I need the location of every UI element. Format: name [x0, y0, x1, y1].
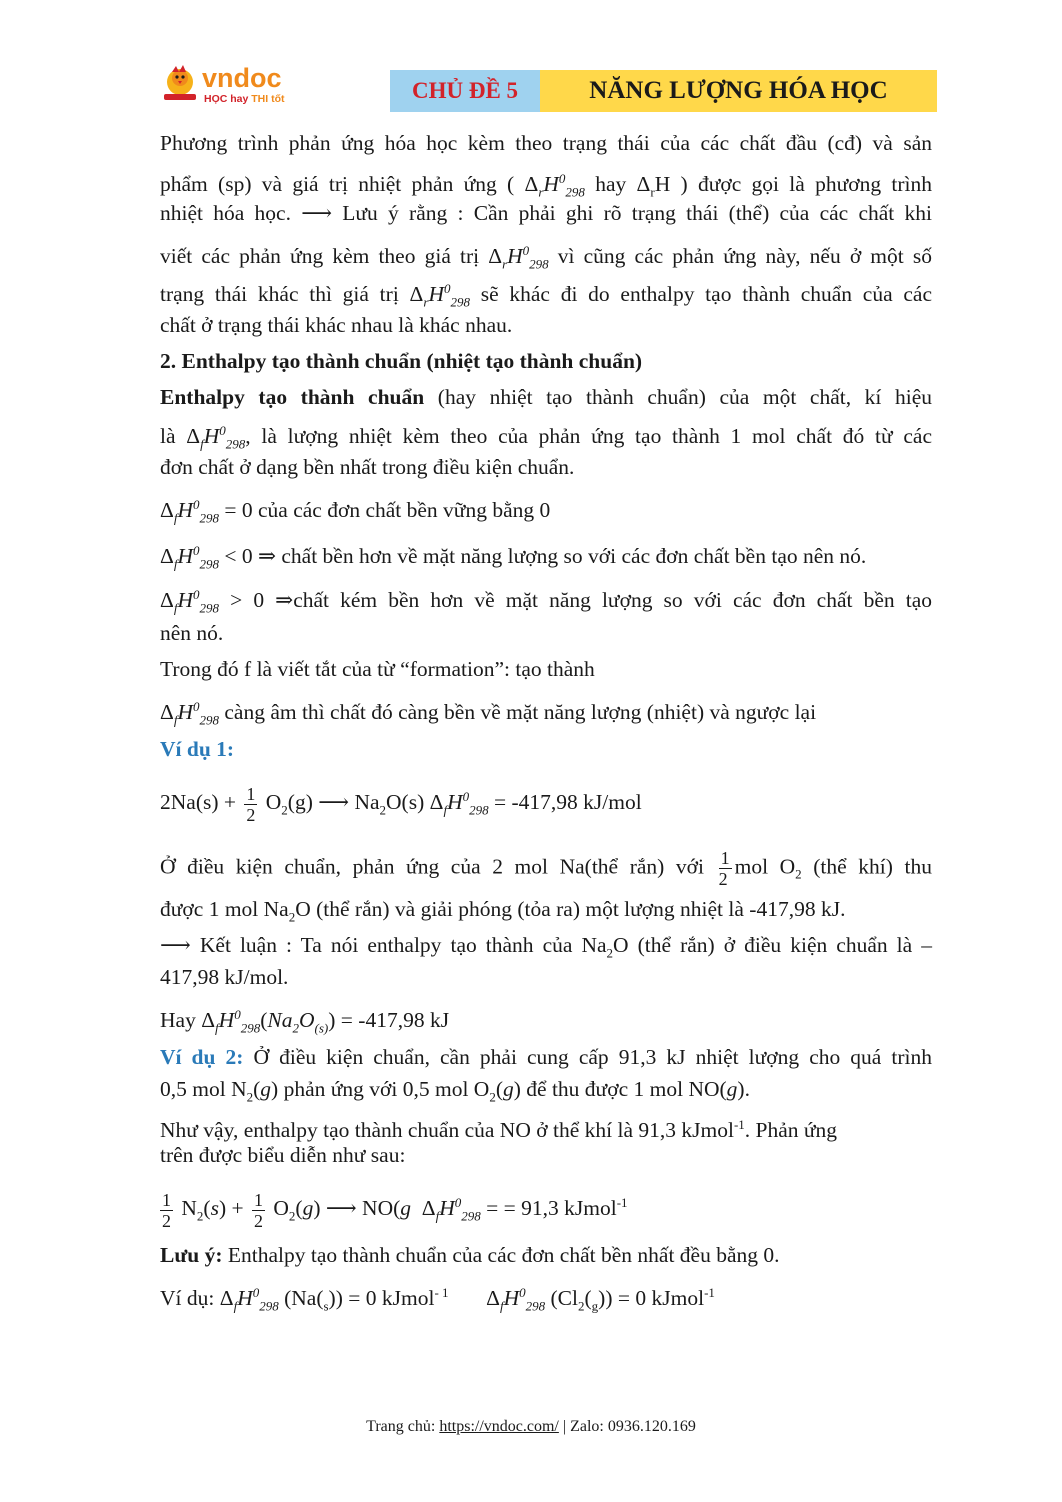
- topic-title: NĂNG LƯỢNG HÓA HỌC: [540, 70, 937, 112]
- paragraph-line: Phương trình phản ứng hóa học kèm theo trạng thái của các chất đầu (cđ) và sản: [160, 131, 932, 155]
- rule-line: $\Delta_fH^0_{298} > 0$ ⇒chất kém bền hơn về mặt năng lượng so với các đơn chất bền tạo: [160, 587, 932, 616]
- paragraph-line: nhiệt hóa học. ⟶ Lưu ý rằng : Cần phải ghi rõ trạng thái (thể) của các chất khi: [160, 201, 932, 225]
- paragraph-line: Ở điều kiện chuẩn, phản ứng của 2 mol Na(thể rắn) với $\frac{1}{2}$ mol $O_2$ (thể khí) thu: [160, 848, 932, 889]
- paragraph-line: Ví dụ 2: Ở điều kiện chuẩn, cần phải cung cấp 91,3 kJ nhiệt lượng cho quá trình: [160, 1045, 933, 1069]
- homepage-link[interactable]: https://vndoc.com/: [439, 1418, 559, 1435]
- paragraph-line: 0,5 mol $N_2(g)$ phản ứng với 0,5 mol $O_2(g)$ để thu được 1 mol NO(g).: [160, 1077, 750, 1105]
- equation: 2Na(s) + $\frac{1}{2}$ $O_2(g)$ ⟶ $Na_2O(s) \Delta_fH^0_{298} = -417,98$ kJ/mol: [160, 783, 642, 825]
- note-line: Lưu ý: Enthalpy tạo thành chuẩn của các đơn chất bền nhất đều bằng 0.: [160, 1243, 780, 1267]
- paragraph-line: được 1 mol $Na_2O$ (thể rắn) và giải phóng (tỏa ra) một lượng nhiệt là -417,98 kJ.: [160, 897, 846, 925]
- paragraph-line: phẩm (sp) và giá trị nhiệt phản ứng ( $\Delta_rH^0_{298}$ hay $\Delta_rH$ ) được gọi là phương trình: [160, 171, 933, 200]
- paragraph-line: là $\Delta_fH^0_{298}$, là lượng nhiệt kèm theo của phản ứng tạo thành 1 mol chất đó từ các: [160, 423, 932, 452]
- paragraph-line: $\Delta_fH^0_{298}$ càng âm thì chất đó càng bền về mặt năng lượng (nhiệt) và ngược lại: [160, 699, 817, 728]
- logo-slogan: HỌC hay THI tốt: [204, 93, 285, 105]
- paragraph-line: 417,98 kJ/mol.: [160, 965, 289, 989]
- logo-wordmark: vndoc: [202, 63, 282, 93]
- rule-line: nên nó.: [160, 621, 224, 645]
- page-footer: Trang chủ: https://vndoc.com/ | Zalo: 0936.120.169: [366, 1418, 696, 1435]
- paragraph-line: ⟶ Kết luận : Ta nói enthalpy tạo thành của $Na_2O$ (thể rắn) ở điều kiện chuẩn là –: [160, 933, 932, 961]
- rule-line: $\Delta_fH^0_{298} < 0$ ⇒ chất bền hơn về mặt năng lượng so với các đơn chất bền tạo nên nó.: [160, 543, 867, 572]
- topic-label: CHỦ ĐỀ 5: [390, 70, 540, 112]
- paragraph-line: Trong đó f là viết tắt của từ “formation”: tạo thành: [160, 657, 595, 681]
- paragraph-line: đơn chất ở dạng bền nhất trong điều kiện chuẩn.: [160, 455, 575, 479]
- page-header: [0, 0, 1062, 130]
- example-label: Ví dụ 2:: [160, 1045, 244, 1069]
- vndoc-logo[interactable]: [160, 64, 300, 110]
- note-example: Ví dụ: $\Delta_fH^0_{298}$ $(Na(_s)) = 0$ kJmol$^{- 1}$ $\Delta_fH^0_{298}$ $(Cl_2(_g)) = 0$ kJmol$^{-1}$: [160, 1285, 715, 1314]
- example-label: Ví dụ 1:: [160, 737, 235, 761]
- paragraph-line: Enthalpy tạo thành chuẩn (hay nhiệt tạo thành chuẩn) của một chất, kí hiệu: [160, 385, 932, 409]
- paragraph-line: Hay $\Delta_fH^0_{298}(Na_2O_{(s)}) = -417,98$ kJ: [160, 1007, 450, 1036]
- rule-line: $\Delta_fH^0_{298} = 0$ của các đơn chất bền vững bằng 0: [160, 497, 551, 526]
- section-heading: 2. Enthalpy tạo thành chuẩn (nhiệt tạo thành chuẩn): [160, 349, 643, 373]
- mascot-icon: [160, 64, 200, 104]
- paragraph-line: Như vậy, enthalpy tạo thành chuẩn của NO ở thể khí là 91,3 kJmol$^{-1}$. Phản ứng: [160, 1117, 838, 1143]
- paragraph-line: trạng thái khác thì giá trị $\Delta_rH^0_{298}$ sẽ khác đi do enthalpy tạo thành chuẩn của các: [160, 281, 932, 310]
- paragraph-line: viết các phản ứng kèm theo giá trị $\Delta_rH^0_{298}$ vì cũng các phản ứng này, nếu ở một số: [160, 243, 933, 272]
- equation: $\frac{1}{2}$ $N_2(s)$ + $\frac{1}{2}$ $O_2(g)$ ⟶ NO(g $\Delta_fH^0_{298}$ = = 91,3 kJmol$^{-1}$: [162, 1189, 628, 1231]
- paragraph-line: chất ở trạng thái khác nhau là khác nhau.: [160, 313, 513, 337]
- paragraph-line: trên được biểu diễn như sau:: [160, 1143, 406, 1167]
